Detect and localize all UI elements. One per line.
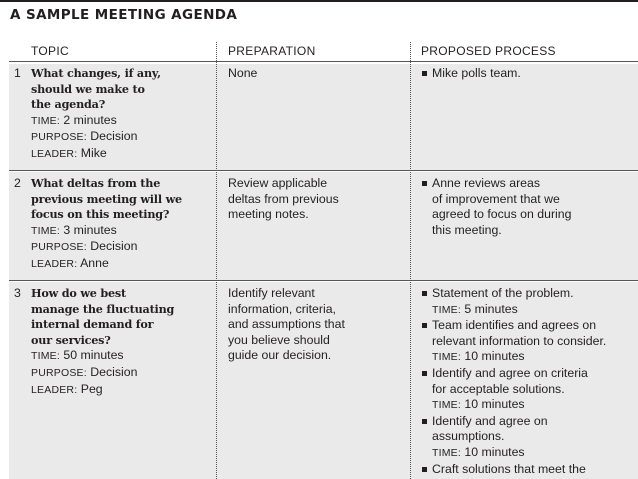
process-line: Identify and agree on (432, 413, 548, 428)
header-topic: TOPIC (31, 44, 69, 58)
process-item (421, 66, 638, 82)
field-label: LEADER: (31, 383, 78, 396)
process-line: Statement of the problem. (432, 286, 574, 300)
process-item (421, 414, 638, 445)
preparation-line: guide our decision. (228, 348, 332, 363)
topic-question-line: What changes, if any, (31, 66, 161, 80)
topic-question-line: How do we best (31, 286, 126, 300)
topic-question-line: our services? (31, 332, 111, 347)
field-label: LEADER: (31, 147, 78, 160)
page-title: A SAMPLE MEETING AGENDA (10, 7, 238, 23)
process-time (421, 302, 638, 319)
topic-question-line: manage the fluctuating (31, 301, 175, 316)
header-rule (9, 61, 638, 62)
process-line: Mike polls team. (432, 66, 521, 80)
topic-body (31, 66, 209, 163)
topic-question-line: internal demand for (31, 317, 154, 332)
field-label: LEADER: (31, 257, 78, 270)
bullet-square-icon (422, 71, 427, 76)
process-line: of improvement that we (432, 191, 560, 206)
preparation-line: Review applicable (228, 176, 328, 190)
proposed-process-cell (421, 66, 638, 82)
row-number: 3 (14, 286, 21, 300)
process-time (421, 397, 638, 414)
process-time (421, 445, 638, 462)
process-line: this meeting. (432, 222, 502, 237)
topic-question-line: focus on this meeting? (31, 207, 170, 222)
process-line: Anne reviews areas (432, 176, 540, 190)
preparation-line: deltas from previous (228, 191, 339, 206)
process-item (421, 318, 638, 349)
topic-leader (31, 256, 209, 273)
process-line: assumptions. (432, 429, 505, 444)
top-rule (0, 0, 638, 2)
field-value: 2 minutes (60, 112, 117, 127)
process-line: Team identifies and agrees on (432, 318, 597, 333)
preparation-cell (228, 66, 398, 82)
topic-question-line: previous meeting will we (31, 191, 182, 206)
field-label: TIME: (432, 303, 461, 316)
field-value: 10 minutes (461, 397, 525, 412)
process-line: Identify and agree on criteria (432, 365, 588, 380)
field-label: TIME: (432, 446, 461, 459)
column-separator-2 (410, 42, 411, 479)
field-value: Peg (77, 381, 103, 396)
topic-time (31, 223, 209, 240)
field-label: TIME: (31, 350, 60, 363)
topic-body (31, 286, 209, 398)
preparation-line: None (228, 66, 258, 80)
process-line: relevant information to consider. (432, 333, 607, 348)
preparation-line: you believe should (228, 332, 330, 347)
field-value: Decision (86, 239, 138, 254)
field-value: Decision (86, 129, 138, 144)
preparation-line: meeting notes. (228, 207, 309, 222)
topic-purpose (31, 365, 209, 382)
field-label: TIME: (31, 224, 60, 237)
proposed-process-cell (421, 176, 638, 238)
topic-cell (14, 176, 209, 273)
field-value: 10 minutes (461, 349, 525, 364)
topic-leader (31, 382, 209, 399)
field-label: PURPOSE: (31, 131, 87, 144)
row-rule-2 (9, 280, 638, 281)
field-label: PURPOSE: (31, 366, 87, 379)
process-item (421, 462, 638, 478)
bullet-square-icon (422, 371, 427, 376)
topic-purpose (31, 129, 209, 146)
topic-question-line: What deltas from the (31, 176, 161, 190)
preparation-line: and assumptions that (228, 317, 345, 332)
bullet-square-icon (422, 323, 427, 328)
proposed-process-cell (421, 286, 638, 477)
field-value: Decision (86, 364, 138, 379)
process-line: for acceptable solutions. (432, 381, 565, 396)
bullet-square-icon (422, 291, 427, 296)
preparation-cell (228, 176, 398, 223)
topic-leader (31, 146, 209, 163)
field-value: 5 minutes (461, 301, 518, 316)
preparation-line: Identify relevant (228, 286, 315, 300)
topic-time (31, 113, 209, 130)
field-label: TIME: (432, 351, 461, 364)
column-separator-1 (216, 42, 217, 479)
field-label: TIME: (432, 399, 461, 412)
topic-time (31, 348, 209, 365)
field-value: Anne (77, 255, 109, 270)
row-number: 1 (14, 66, 21, 80)
process-line: Craft solutions that meet the (432, 461, 586, 476)
topic-purpose (31, 239, 209, 256)
field-label: TIME: (31, 114, 60, 127)
topic-body (31, 176, 209, 273)
preparation-cell (228, 286, 398, 364)
topic-cell (14, 66, 209, 163)
field-value: 50 minutes (60, 348, 124, 363)
header-preparation: PREPARATION (228, 44, 316, 58)
bullet-square-icon (422, 467, 427, 472)
process-time (421, 349, 638, 366)
process-item (421, 366, 638, 397)
field-value: 10 minutes (461, 444, 525, 459)
field-value: 3 minutes (60, 222, 117, 237)
field-label: PURPOSE: (31, 241, 87, 254)
bullet-square-icon (422, 419, 427, 424)
header-proposed-process: PROPOSED PROCESS (421, 44, 556, 58)
row-rule-1 (9, 170, 638, 171)
preparation-line: information, criteria, (228, 301, 336, 316)
process-line: agreed to focus on during (432, 207, 572, 222)
row-number: 2 (14, 176, 21, 190)
field-value: Mike (77, 145, 107, 160)
topic-cell (14, 286, 209, 398)
topic-question-line: should we make to (31, 81, 145, 96)
bullet-square-icon (422, 181, 427, 186)
process-item (421, 286, 638, 302)
process-item (421, 176, 638, 238)
topic-question-line: the agenda? (31, 97, 106, 112)
